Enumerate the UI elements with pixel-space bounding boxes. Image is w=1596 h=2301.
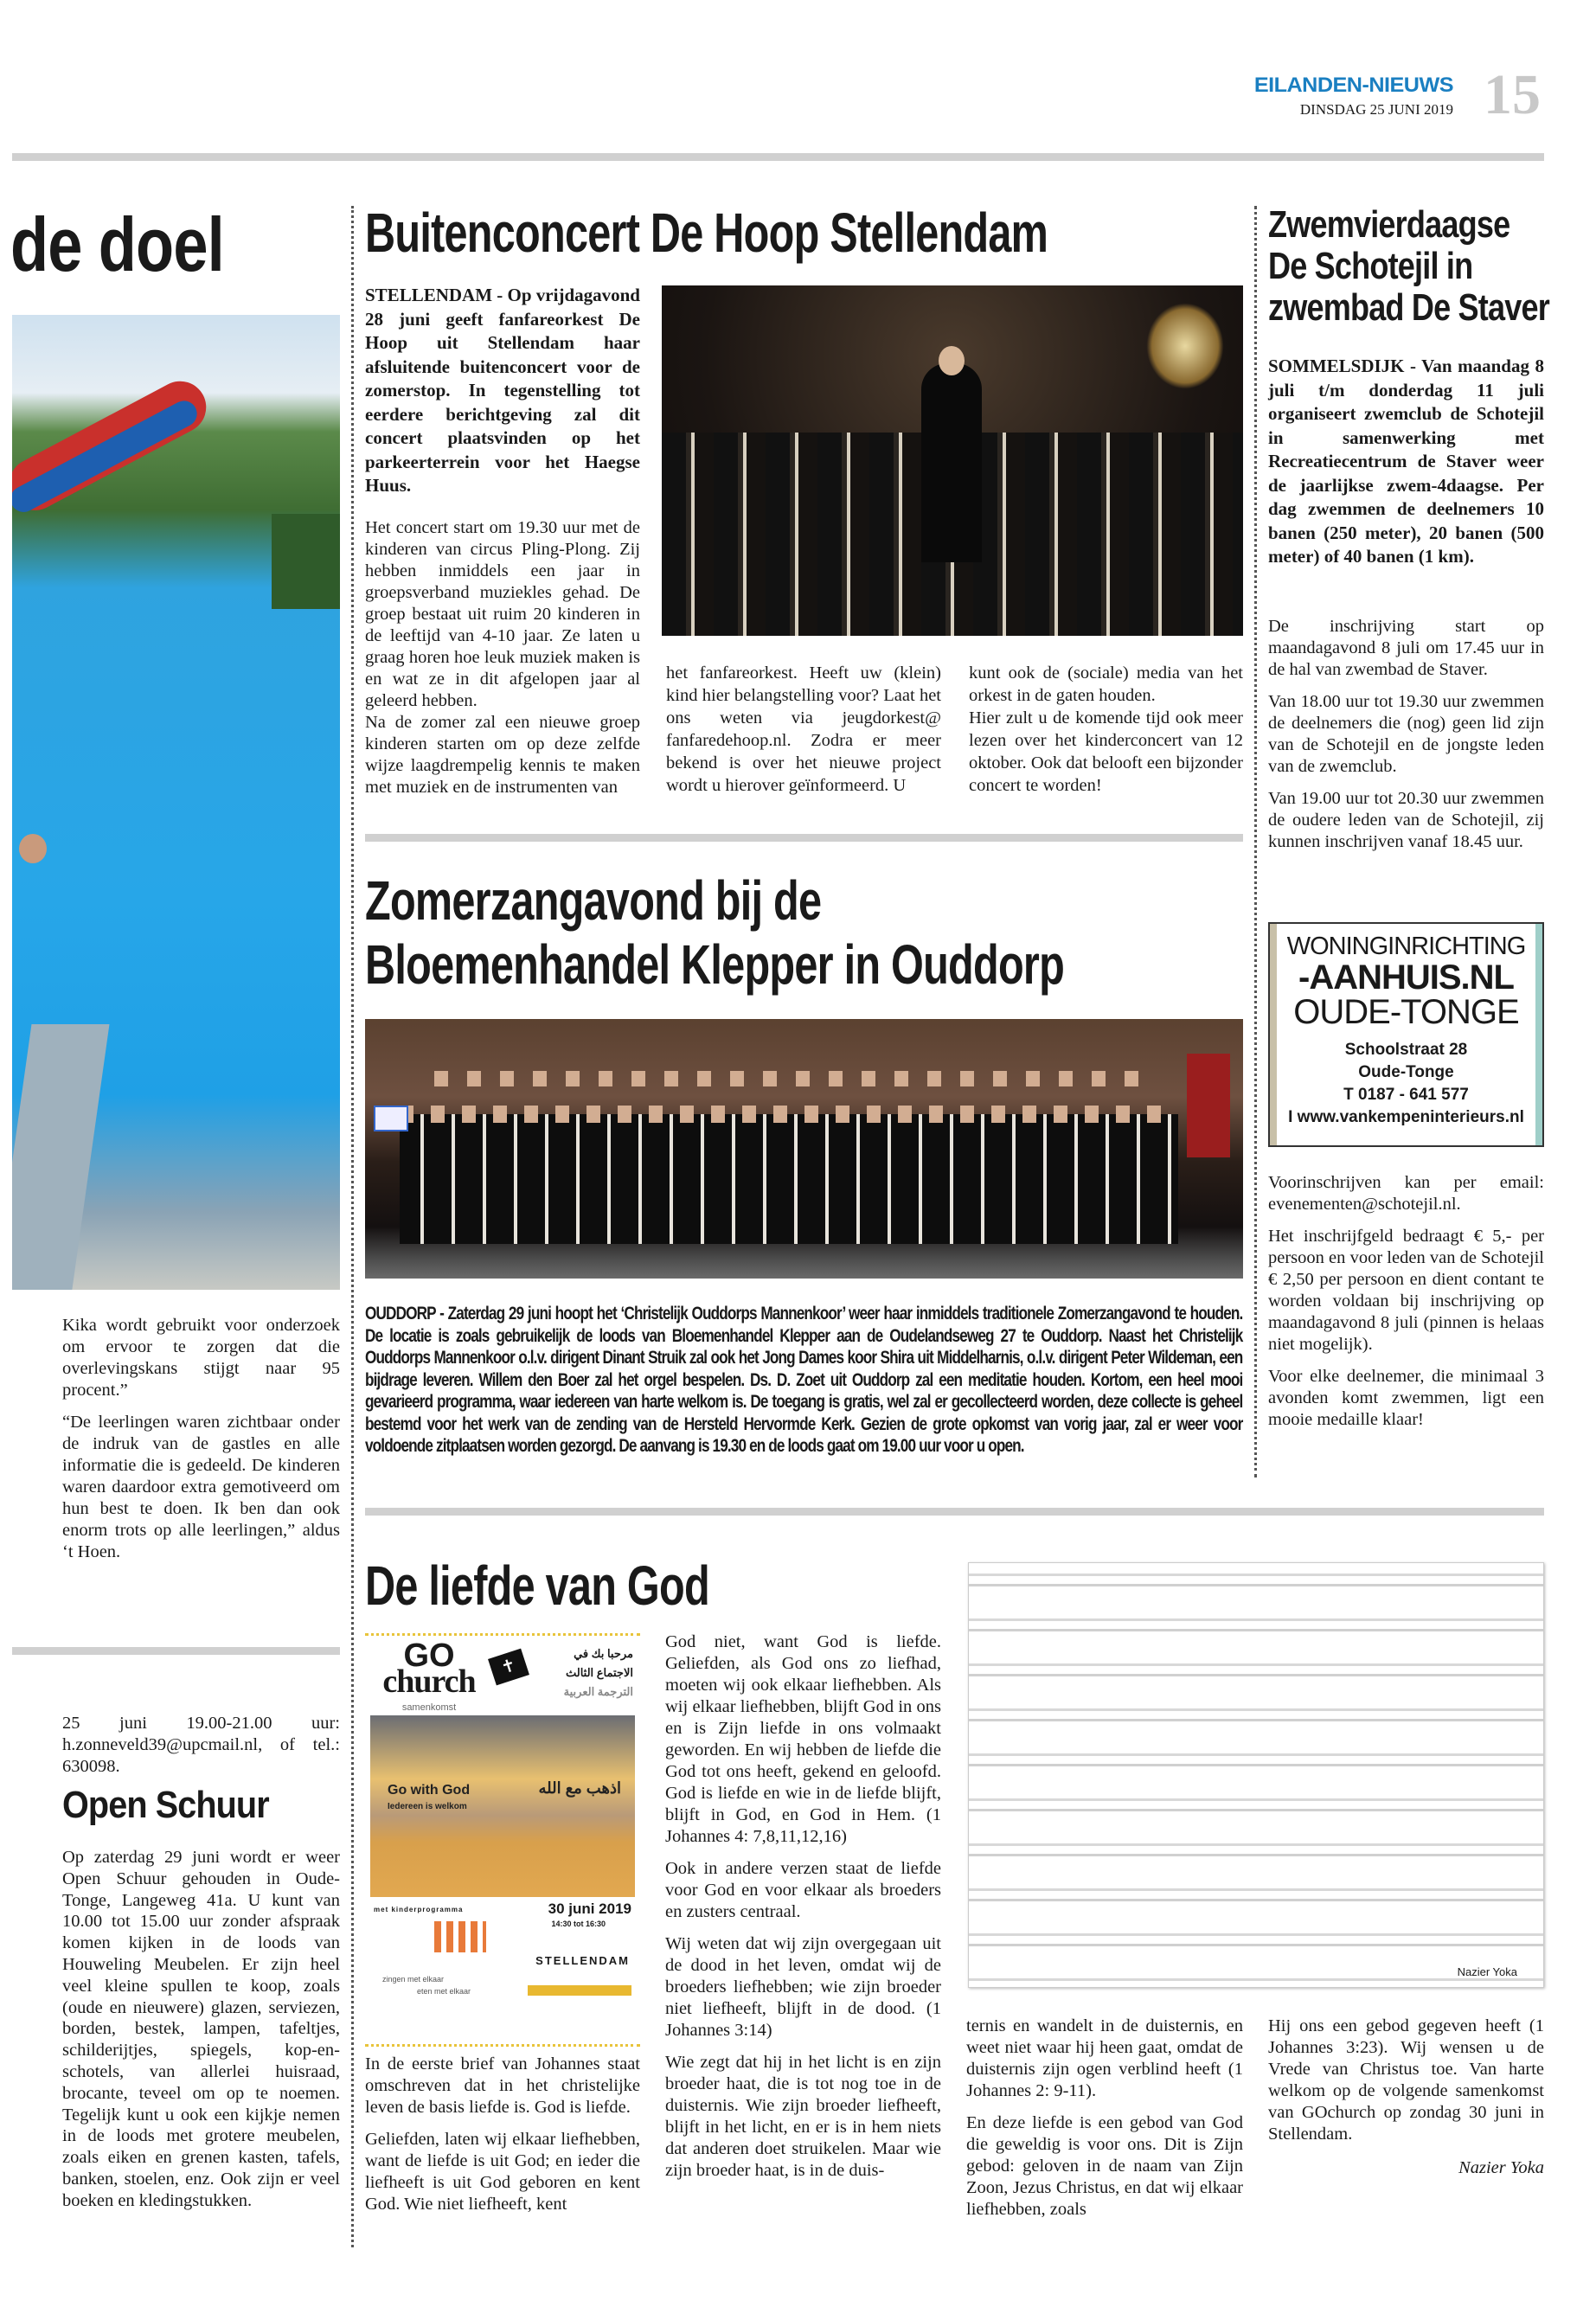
poster-arabic: اذهب مع الله [538, 1779, 621, 1797]
poster-logo: GO [403, 1638, 455, 1674]
open-schuur-title: Open Schuur [62, 1784, 269, 1826]
ad-city: Oude-Tonge [1358, 1063, 1454, 1081]
article-author: Nazier Yoka [1458, 2158, 1544, 2177]
issue-date: DINSDAG 25 JUNI 2019 [1299, 101, 1453, 118]
poster-sing: zingen met elkaar [382, 1975, 445, 1984]
concert-body-col2: het fanfareorkest. Heeft uw (klein) kind hier belangstelling voor? Laat het ons weten via jeugdorkest@ fanfaredehoop.nl. Zodra er meer bekend is over het nieuwe project wordt u hierover geïnformeerd. U [666, 663, 941, 795]
column-divider [351, 206, 354, 2247]
ad-address: Schoolstraat 28 [1344, 1041, 1468, 1059]
paragraph: Hij ons een gebod gegeven heeft (1 Johannes 3:23). Wij wensen u de Vrede van Christus toe. Van harte welkom op de volgende samenkomst van GOchurch op zondag 30 juni in Stellendam. [1268, 2016, 1544, 2144]
poster-arabic: الترجمة العربية [563, 1685, 633, 1698]
page-number: 15 [1484, 63, 1541, 126]
swimming-pool-photo [12, 315, 340, 1290]
headline-line: zwembad De Staver [1268, 286, 1549, 329]
advertisement-aanhuis[interactable] [1268, 922, 1544, 1147]
poster-time: 14:30 tot 16:30 [551, 1920, 606, 1928]
poster-arabic: مرحبا بك في [574, 1647, 633, 1660]
ad-phone: T 0187 - 641 577 [1343, 1086, 1469, 1104]
poster-subtitle: samenkomst [401, 1702, 457, 1713]
paragraph: De inschrijving start op maandagavond 8 juli om 17.45 uur in de hal van zwembad de Staver. [1268, 617, 1544, 679]
concert-body-col1 [365, 517, 640, 798]
column-divider [1254, 206, 1257, 1477]
paragraph: Kika wordt gebruikt voor onderzoek om ervoor te zorgen dat die overlevingskans stijgt naar 95 procent.” [62, 1316, 340, 1400]
masthead [1228, 74, 1453, 119]
god-body-col3 [966, 2016, 1243, 2231]
swim-headline [1268, 204, 1596, 329]
paragraph: ternis en wandelt in de duisternis, en weet niet waar hij heen gaat, omdat de duisternis zijn ogen verblind heeft (1 Johannes 2: 9-11). [966, 2016, 1243, 2100]
ad-website[interactable]: I www.vankempeninterieurs.nl [1288, 1108, 1524, 1126]
paragraph: Het concert start om 19.30 uur met de kinderen van circus Pling-Plong. Zij hebben inmiddels een jaar in groepsverband muziekles gehad. De groep bestaat uit ruim 20 kinderen in de leeftijd van 4-10 jaar. Ze laten u graag horen hoe leuk muziek maken is en wat ze in dit afgelopen jaar al geleerd hebben. [365, 518, 640, 710]
contact-text: 25 juni 19.00-21.00 uur: h.zonneveld39@upcmail.nl, of tel.: 630098. [62, 1714, 340, 1776]
arabic-text-box [968, 1562, 1544, 1988]
section-divider [365, 1508, 1544, 1516]
god-body-col4 [1268, 2016, 1544, 2189]
header-rule [12, 153, 1544, 161]
god-headline: De liefde van God [365, 1554, 709, 1617]
poster-date: 30 juni 2019 [548, 1900, 631, 1917]
swim-body [1268, 616, 1544, 863]
paragraph: “De leerlingen waren zichtbaar onder de indruk van de gastles en alle informatie die is gedeeld. De kinderen waren daardoor extra gemotiveerd om hun best te doen. Ik ben dan ook enorm trots op alle leerlingen,” aldus ‘t Hoen. [62, 1413, 340, 1561]
arabic-box-signature: Nazier Yoka [1454, 1965, 1521, 1978]
choir-headline-line2: Bloemenhandel Klepper in Ouddorp [365, 933, 1065, 996]
gochurch-poster [365, 1633, 640, 2047]
paragraph: Geliefden, laten wij elkaar liefhebben, want de liefde is uit God; en ieder die liefheeft is uit God geboren en kent God. Wie niet liefheeft, kent [365, 2130, 640, 2214]
bible-icon: ✝ [488, 1649, 529, 1686]
ad-line: OUDE-TONGE [1293, 993, 1519, 1031]
poster-place: STELLENDAM [535, 1954, 630, 1967]
paragraph: En deze liefde is een gebod van God die geweldig is voor ons. Dit is Zijn gebod: geloven in de naam van Zijn Zoon, Jezus Christus, en dat wij elkaar liefhebben, zoals [966, 2113, 1243, 2219]
poster-welcome: Iedereen is welkom [388, 1802, 467, 1811]
paragraph: God niet, want God is liefde. Geliefden, als God ons zo liefhad, moeten wij ook elkaar liefhebben. Als wij elkaar liefhebben, blijft God in ons en is Zijn liefde in ons volmaakt geworden. En wij hebben de liefde die God tot ons heeft, gekend en geloofd. God is liefde en wie in de liefde blijft, blijft in God, en God in Hem. (1 Johannes 4: 7,8,11,12,16) [665, 1632, 941, 1846]
paragraph: Wij weten dat wij zijn overgegaan uit de dood in het leven, omdat wij de broeders liefhebben; wie zijn broeder niet liefheeft, blijft in de dood. (1 Johannes 3:14) [665, 1934, 941, 2040]
ad-line: WONINGINRICHTING [1286, 933, 1526, 960]
choir-caption: OUDDORP - Zaterdag 29 juni hoopt het ‘Christelijk Ouddorps Mannenkoor’ weer haar inmiddels traditionele Zomerzangavond te houden. De locatie is zoals gebruikelijk de loods van Bloemenhandel Klepper aan de Oudelandseweg 27 te Ouddorp. Naast het Christelijk Ouddorps Mannenkoor o.l.v. dirigent Dinant Struik zal ook het Jong Dames koor Shira uit Middelharnis, o.l.v. dirigent Peter Wildeman, een bijdrage leveren. Willem den Boer zal het orgel bespelen. Ds. D. Zoet uit Ouddorp zal een meditatie houden. Kortom, een heel mooi gevarieerd programma, waar iedereen van harte welkom is. De toegang is gratis, wel zal er gecollecteerd worden, deze collecte is geheel bestemd voor het werk van de zending van de Hersteld Hervormde Kerk. Gezien de grote opkomst van vorig jaar, zal er weer voor voldoende zitplaatsen worden gezorgd. De aanvang is 19.30 en de loods gaat om 19.00 uur voor u open. [365, 1303, 1243, 1456]
headline-line: De Schotejil in [1268, 245, 1473, 287]
section-divider [365, 834, 1243, 842]
god-body-col1 [365, 2054, 640, 2226]
paragraph: Van 18.00 uur tot 19.30 uur zwemmen de deelnemers die (nog) geen lid zijn van de Schotejil en de jongste leden van de zwemclub. [1268, 692, 1544, 776]
choir-photo [365, 1019, 1243, 1279]
poster-go-with-god: Go with God [388, 1783, 471, 1798]
paragraph: Voor elke deelnemer, die minimaal 3 avonden komt zwemmen, ligt een mooie medaille klaar! [1268, 1367, 1544, 1429]
god-body-col2 [665, 1631, 941, 2192]
paragraph: kunt ook de (sociale) media van het orkest in de gaten houden. [969, 663, 1243, 705]
open-schuur-text: Op zaterdag 29 juni wordt er weer Open Schuur gehouden in Oude-Tonge, Langeweg 41a. U kunt van 10.00 tot 15.00 uur zonder afspraak komen kijken in de loods van Houweling Meubelen. Er zijn heel veel kleine spullen te koop, zoals (oude en nieuwere) glazen, serviezen, borden, bestek, lampen, tafeltjes, schilderijtjes, spiegels, kop-en-schotels, van allerlei huisraad, brocante, teveel om op te noemen. Tegelijk kunt u ook een kijkje nemen in de loods met grotere meubelen, zoals eiken en grenen kasten, tafels, banken, stoelen, enz. Ook zijn er veel boeken en kledingstukken. [62, 1848, 340, 2210]
concert-lead: STELLENDAM - Op vrijdagavond 28 juni geeft fanfareorkest De Hoop uit Stellendam haar afsluitende buitenconcert voor de zomerstop. In tegenstelling tot eerdere berichtgeving zal dit concert plaatsvinden op het parkeerterrein voor het Haegse Huus. [365, 285, 640, 496]
concert-body-col3 [969, 662, 1243, 797]
headline-fragment: de doel [10, 202, 224, 287]
paragraph: Het inschrijfgeld bedraagt € 5,- per persoon en voor leden van de Schotejil € 2,50 per persoon en dient contant te worden voldaan bij inschrijving op maandagavond 8 juli (pinnen is helaas niet mogelijk). [1268, 1227, 1544, 1354]
paragraph: Wie zegt dat hij in het licht is en zijn broeder haat, die is tot nog toe in de duisternis. Wie zijn broeder liefheeft, blijft in het licht, en er is in hem niets dat anderen doet struikelen. Maar wie zijn broeder haat, is in de duis- [665, 2053, 941, 2180]
family-icon [434, 1921, 486, 1952]
paragraph: In de eerste brief van Johannes staat omschreven dat in het christelijke leven de basis liefde is. God is liefde. [365, 2054, 640, 2117]
choir-headline-line1: Zomerzangavond bij de [365, 869, 822, 932]
paragraph: Voorinschrijven kan per email: evenementen@schotejil.nl. [1268, 1173, 1544, 1214]
poster-arabic: الاجتماع الثالث [565, 1666, 633, 1679]
poster-eat: eten met elkaar [417, 1987, 471, 1996]
concert-headline: Buitenconcert De Hoop Stellendam [365, 202, 1048, 264]
paragraph: Hier zult u de komende tijd ook meer lezen over het kinderconcert van 12 oktober. Ook dat belooft een bijzonder concert te worden! [969, 708, 1243, 795]
poster-logo: church [382, 1663, 476, 1700]
ad-brand: -AANHUIS.NL [1298, 958, 1514, 997]
newspaper-logo: EILANDEN-NIEUWS [1253, 74, 1453, 97]
paragraph: Ook in andere verzen staat de liefde voor God en voor elkaar als broeders en zusters centraal. [665, 1859, 941, 1921]
paragraph: Van 19.00 uur tot 20.30 uur zwemmen de oudere leden van de Schotejil, zij kunnen inschrijven vanaf 18.45 uur. [1268, 789, 1544, 851]
swim-body-continued [1268, 1172, 1544, 1441]
paragraph: Na de zomer zal een nieuwe groep kinderen starten om op deze zelfde wijze laagdrempelig kennis te maken met muziek en de instrumenten van [365, 713, 640, 797]
concert-photo [662, 285, 1243, 636]
section-divider [12, 1647, 340, 1655]
swim-lead: SOMMELSDIJK - Van maandag 8 juli t/m donderdag 11 juli organiseert zwemclub de Schotejil in samenwerking met Recreatiecentrum de Staver weer de jaarlijkse zwem-4daagse. Per dag zwemmen de deelnemers 10 banen (250 meter), 20 banen (500 meter) of 40 banen (1 km). [1268, 356, 1544, 567]
kika-article-text [62, 1315, 340, 1574]
headline-line: Zwemvierdaagse [1268, 203, 1510, 246]
poster-kids: met kinderprogramma [374, 1906, 464, 1913]
